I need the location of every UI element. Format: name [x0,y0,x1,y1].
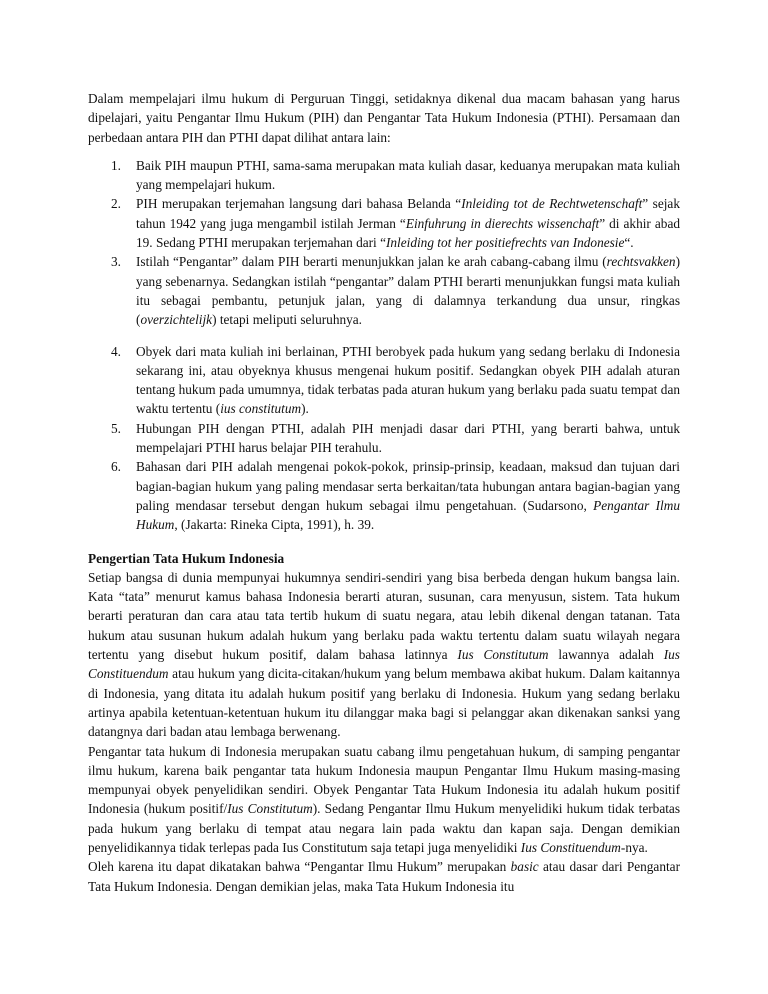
list-item [111,252,680,329]
list-item [111,419,680,458]
list-item-number: 2. [111,196,121,212]
italic-term: Ius Constitutum [457,647,549,663]
list-item [111,342,680,419]
paragraph-text: ). Sedang Pengantar Ilmu Hukum menyelidiki hukum tidak terbatas pada hukum yang berlaku di tempat atau negara lain pada waktu dan kapan saja. Dengan demikian penyelidikannya tidak terlepas pada Ius Constitutum saja tetapi juga menyelidiki [88,801,680,855]
list-item [111,194,680,252]
paragraph-text: lawannya adalah [548,647,664,663]
list-item-text: ) yang sebenarnya. Sedangkan istilah “pengantar” dalam PTHI berarti menunjukkan fungsi mata kuliah itu sebagai pembantu, petunjuk jalan, yang di dalamnya terkandung dua unsur, ringkas ( [136,254,680,328]
list-item-text: Baik PIH maupun PTHI, sama-sama merupakan mata kuliah dasar, keduanya merupakan mata kuliah yang mempelajari hukum. [136,157,680,193]
italic-term: ius constitutum [220,401,302,417]
list-item-text: Hubungan PIH dengan PTHI, adalah PIH menjadi dasar dari PTHI, yang berarti bahwa, untuk mempelajari PTHI harus belajar PIH terahulu. [136,420,680,456]
italic-term: rechtsvakken [606,254,676,270]
section-paragraph [88,857,680,896]
paragraph-text: Oleh karena itu dapat dikatakan bahwa “Pengantar Ilmu Hukum” merupakan [88,859,511,875]
list-item [111,156,680,195]
intro-paragraph: Dalam mempelajari ilmu hukum di Perguruan Tinggi, setidaknya dikenal dua macam bahasan yang harus dipelajari, yaitu Pengantar Ilmu Hukum (PIH) dan Pengantar Tata Hukum Indonesia (PTHI). Persamaan dan perbedaan antara PIH dan PTHI dapat dilihat antara lain: [88,91,680,145]
italic-term: Ius Constitutum [227,801,313,817]
paragraph-text: Setiap bangsa di dunia mempunyai hukumnya sendiri-sendiri yang bisa berbeda dengan hukum bangsa lain. Kata “tata” menurut kamus bahasa Indonesia berarti aturan, susunan, cara menyusun, sistem. Tata hukum berarti peraturan dan cara atau tata tertib hukum di suatu negara, atau lebih dikenal dengan tatanan. Tata hukum atau susunan hukum adalah hukum yang berlaku pada waktu tertentu dalam suatu wilayah negara tertentu yang disebut hukum positif, dalam bahasa latinnya [88,569,680,663]
list-item-text: ) tetapi meliputi seluruhnya. [212,312,362,328]
list-item-text: “. [624,235,634,251]
paragraph-text: Pengantar tata hukum di Indonesia merupakan suatu cabang ilmu pengetahuan hukum, di samping pengantar ilmu hukum, karena baik pengantar tata hukum Indonesia maupun Pengantar Ilmu Hukum masing-masing mempunyai obyek penyelidikan sendiri. Obyek Pengantar Tata Hukum Indonesia itu adalah hukum positif Indonesia (hukum positif/ [88,743,680,817]
comparison-list [111,156,680,535]
italic-term: Inleiding tot her positiefrechts van Indonesie [385,235,625,251]
italic-term: Ius Constituendum [520,839,621,855]
list-item [111,457,680,534]
list-item-text: ” sejak tahun 1942 yang juga mengambil istilah Jerman “ [136,196,680,231]
paragraph-text: -nya. [620,839,648,855]
paragraph-text: atau dasar dari Pengantar Tata Hukum Indonesia. Dengan demikian jelas, maka Tata Hukum Indonesia itu [88,859,680,894]
italic-term: overzichtelijk [140,312,213,328]
list-item-number: 5. [111,420,121,436]
italic-term: Pengantar Ilmu Hukum [136,497,680,533]
paragraph-text: atau hukum yang dicita-citakan/hukum yang belum membawa akibat hukum. Dalam kaitannya di Indonesia, yang ditata itu adalah hukum positif yang berlaku di Indonesia. Hukum yang sedang berlaku artinya apabila ketentuan-ketentuan hukum itu dilanggar maka bagi si pelanggar akan dikenakan sanksi yang datangnya dari badan atau lembaga berwenang. [88,666,680,740]
list-item-number: 3. [111,254,121,270]
italic-term: Inleiding tot de Rechtwetenschaft [461,196,643,212]
list-item-text: Istilah “Pengantar” dalam PIH berarti menunjukkan jalan ke arah cabang-cabang ilmu ( [136,254,607,270]
section-paragraph [88,568,680,742]
section-paragraph [88,742,680,858]
list-item-text: , (Jakarta: Rineka Cipta, 1991), h. 39. [174,517,375,533]
list-item-text: Bahasan dari PIH adalah mengenai pokok-pokok, prinsip-prinsip, keadaan, maksud dan tujuan dari bagian-bagian hukum yang paling mendasar serta berkaitan/tata hubungan antara bagian-bagian yang paling mendasar tersebut dengan hukum sebagai ilmu pengetahuan. (Sudarsono, [136,459,680,513]
section-heading: Pengertian Tata Hukum Indonesia [88,550,285,566]
list-item-text: ” di akhir abad 19. Sedang PTHI merupakan terjemahan dari “ [136,215,680,251]
list-item-number: 4. [111,343,121,359]
list-item-text: Obyek dari mata kuliah ini berlainan, PTHI berobyek pada hukum yang sedang berlaku di Indonesia sekarang ini, atau obyeknya khusus mengenai hukum positif. Sedangkan obyek PIH adalah aturan tentang hukum pada umumnya, tidak terbatas pada aturan hukum yang berlaku pada suatu tempat dan waktu tertentu ( [136,343,680,417]
list-item-number: 6. [111,459,121,475]
list-item-text: PIH merupakan terjemahan langsung dari bahasa Belanda “ [136,196,462,212]
italic-term: Ius Constituendum [88,647,680,682]
list-item-number: 1. [111,157,121,173]
italic-term: basic [510,859,539,875]
document-page [88,89,680,896]
italic-term: Einfuhrung in dierechts wissenchaft [405,215,600,231]
list-item-text: ). [301,401,309,417]
